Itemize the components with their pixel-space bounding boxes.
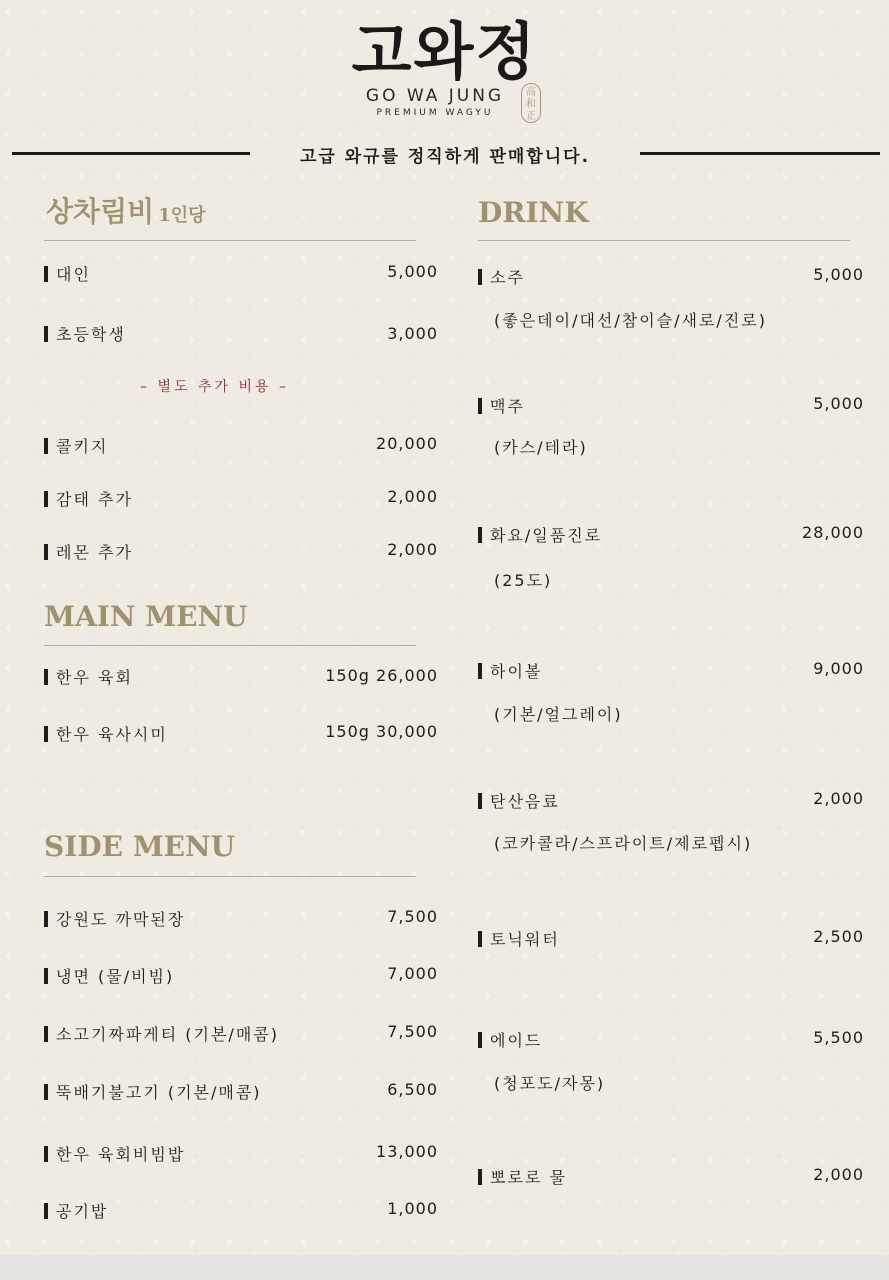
list-item <box>44 434 108 457</box>
item-price: 5,500 <box>813 1028 864 1047</box>
list-item <box>44 262 91 285</box>
item-price: 13,000 <box>376 1142 438 1161</box>
item-name: 공기밥 <box>56 1202 109 1221</box>
item-name: 냉면 (물/비빔) <box>56 967 175 986</box>
item-price: 7,000 <box>387 964 438 983</box>
bullet-bar <box>44 669 48 685</box>
list-item <box>44 1142 185 1165</box>
item-price: 2,000 <box>813 1165 864 1184</box>
bullet-bar <box>44 726 48 742</box>
item-name: 소고기짜파게티 (기본/매콤) <box>56 1025 279 1044</box>
item-price: 1,000 <box>387 1199 438 1218</box>
logo-seal: 高和正 <box>521 83 541 123</box>
item-name: 소주 <box>490 268 525 287</box>
list-item <box>44 1022 279 1045</box>
item-price: 150g 30,000 <box>325 722 438 741</box>
item-name: 초등학생 <box>56 325 126 344</box>
list-item <box>478 789 560 812</box>
bottom-strip <box>0 1255 889 1280</box>
item-detail: (25도) <box>494 571 553 590</box>
bullet-bar <box>44 266 48 282</box>
bullet-bar <box>478 1169 482 1185</box>
table-charge-title <box>46 190 206 230</box>
bullet-bar <box>478 398 482 414</box>
logo-korean: 고와정 <box>351 15 538 88</box>
item-price: 5,000 <box>387 262 438 281</box>
item-price: 7,500 <box>387 907 438 926</box>
item-name: 에이드 <box>490 1031 543 1050</box>
item-detail: (코카콜라/스프라이트/제로펩시) <box>494 834 753 853</box>
bullet-bar <box>44 968 48 984</box>
list-item <box>44 322 126 345</box>
item-price: 5,000 <box>813 265 864 284</box>
list-item <box>44 540 133 563</box>
item-price: 6,500 <box>387 1080 438 1099</box>
list-item <box>478 1165 567 1188</box>
list-item <box>478 523 602 546</box>
item-name: 뚝배기불고기 (기본/매콤) <box>56 1083 262 1102</box>
bullet-bar <box>44 326 48 342</box>
tagline-rule-right <box>640 152 880 155</box>
item-detail: (청포도/자몽) <box>494 1074 606 1093</box>
list-item <box>44 487 133 510</box>
list-item <box>44 907 185 930</box>
item-name: 대인 <box>56 265 91 284</box>
extra-cost-label: – 별도 추가 비용 – <box>140 379 289 395</box>
table-charge-rule <box>44 240 416 241</box>
side-menu-title: SIDE MENU <box>44 830 236 863</box>
bullet-bar <box>44 438 48 454</box>
list-item <box>478 659 542 682</box>
bullet-bar <box>44 911 48 927</box>
item-name: 한우 육회 <box>56 668 133 687</box>
item-price: 9,000 <box>813 659 864 678</box>
bullet-bar <box>478 663 482 679</box>
main-menu-rule <box>44 645 416 646</box>
item-name: 한우 육회비빔밥 <box>56 1145 186 1164</box>
list-item <box>478 927 560 950</box>
item-name: 뽀로로 물 <box>490 1168 567 1187</box>
bullet-bar <box>44 1026 48 1042</box>
item-name: 맥주 <box>490 397 525 416</box>
item-price: 7,500 <box>387 1022 438 1041</box>
drink-rule <box>478 240 850 241</box>
list-item <box>44 1199 108 1222</box>
bullet-bar <box>478 931 482 947</box>
item-name: 콜키지 <box>56 437 109 456</box>
item-price: 2,500 <box>813 927 864 946</box>
bullet-bar <box>478 269 482 285</box>
list-item <box>44 665 133 688</box>
item-price: 20,000 <box>376 434 438 453</box>
item-price: 2,000 <box>387 487 438 506</box>
list-item <box>478 265 525 288</box>
item-name: 한우 육사시미 <box>56 725 168 744</box>
side-menu-rule <box>44 876 416 877</box>
tagline: 고급 와규를 정직하게 판매합니다. <box>299 147 591 167</box>
item-detail: (기본/얼그레이) <box>494 705 623 724</box>
logo-english: GO WA JUNG <box>365 86 505 106</box>
list-item <box>478 1028 542 1051</box>
item-price: 150g 26,000 <box>325 666 438 685</box>
bullet-bar <box>44 1203 48 1219</box>
item-price: 2,000 <box>813 789 864 808</box>
list-item <box>478 394 525 417</box>
item-price: 28,000 <box>802 523 864 542</box>
item-name: 하이볼 <box>490 662 543 681</box>
tagline-rule-left <box>12 152 250 155</box>
logo-subtitle: PREMIUM WAGYU <box>376 108 494 118</box>
list-item <box>44 964 174 987</box>
bullet-bar <box>44 1146 48 1162</box>
item-name: 감태 추가 <box>56 490 133 509</box>
bullet-bar <box>44 1084 48 1100</box>
item-price: 5,000 <box>813 394 864 413</box>
item-detail: (카스/테라) <box>494 438 588 457</box>
main-menu-title: MAIN MENU <box>44 600 248 633</box>
item-name: 레몬 추가 <box>56 543 133 562</box>
bullet-bar <box>44 544 48 560</box>
item-name: 강원도 까막된장 <box>56 910 186 929</box>
list-item <box>44 722 168 745</box>
item-name: 토닉워터 <box>490 930 560 949</box>
table-charge-title-text: 상차림비 <box>46 195 155 228</box>
item-detail: (좋은데이/대선/참이슬/새로/진로) <box>494 311 767 330</box>
bullet-bar <box>478 1032 482 1048</box>
bullet-bar <box>478 793 482 809</box>
drink-title: DRINK <box>478 196 589 229</box>
item-price: 3,000 <box>387 324 438 343</box>
item-price: 2,000 <box>387 540 438 559</box>
item-name: 탄산음료 <box>490 792 560 811</box>
list-item <box>44 1080 262 1103</box>
table-charge-title-note: 1인당 <box>158 205 206 226</box>
bullet-bar <box>478 527 482 543</box>
item-name: 화요/일품진로 <box>490 526 603 545</box>
bullet-bar <box>44 491 48 507</box>
